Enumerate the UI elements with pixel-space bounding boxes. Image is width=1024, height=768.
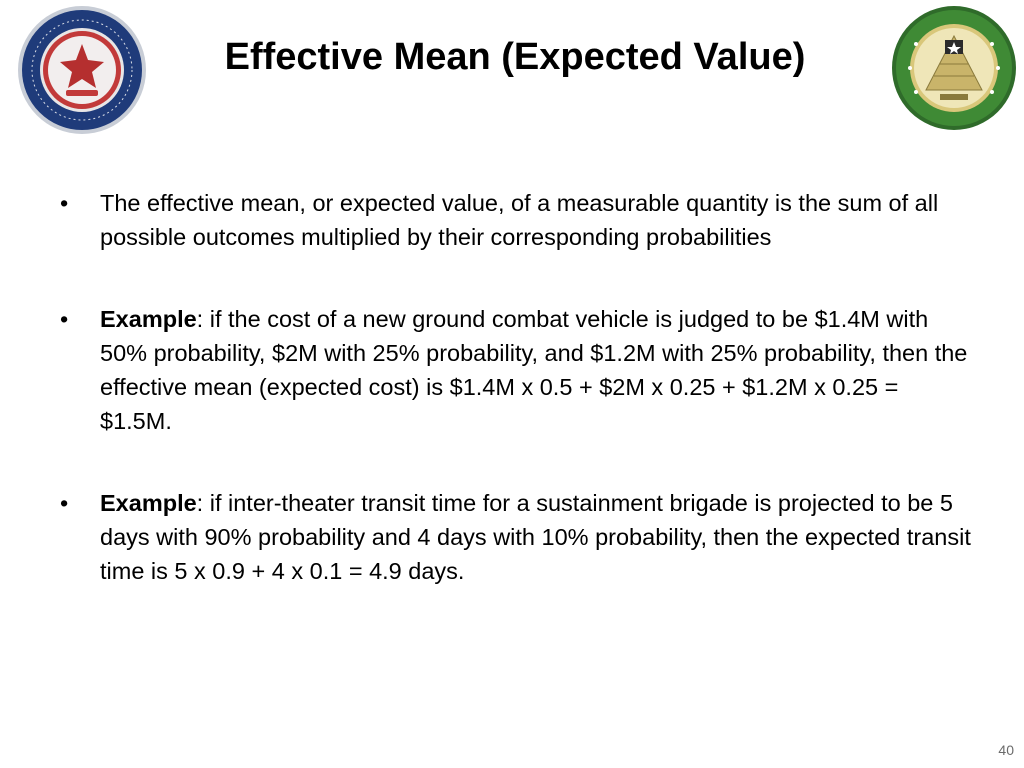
bullet-text <box>100 490 971 584</box>
bullet-item <box>56 186 976 254</box>
bullet-symbol: • <box>60 306 69 332</box>
slide-title: Effective Mean (Expected Value) <box>224 36 806 78</box>
bullet-item <box>56 302 976 438</box>
bullet-lead: Example <box>100 490 197 516</box>
bullet-item <box>56 486 976 588</box>
page-number: 40 <box>998 742 1014 758</box>
bullet-text <box>100 190 938 250</box>
bullet-list <box>56 186 976 636</box>
assistant-secretary-army-seal-icon <box>16 4 148 136</box>
bullet-text <box>100 306 967 434</box>
bullet-body: : if the cost of a new ground combat vehicle is judged to be $1.4M with 50% probability, $2M with 25% probability, and $1.2M with 25% probability, then the effective mean (expected cost) is $1.4M x 0.5 + $2M x 0.25 + $1.2M x 0.25 = $1.5M. <box>100 306 968 434</box>
bullet-symbol: • <box>60 190 69 216</box>
bullet-body: : if inter-theater transit time for a sustainment brigade is projected to be 5 days with 90% probability and 4 days with 10% probability, then the expected transit time is 5 x 0.9 + 4 x 0.1 = 4.9 days. <box>100 490 971 584</box>
bullet-lead: Example <box>100 306 197 332</box>
bullet-body: The effective mean, or expected value, of a measurable quantity is the sum of all possible outcomes multiplied by their corresponding probabilities <box>100 190 939 250</box>
bullet-symbol: • <box>60 490 69 516</box>
army-financial-management-comptroller-seal-icon <box>890 4 1018 132</box>
